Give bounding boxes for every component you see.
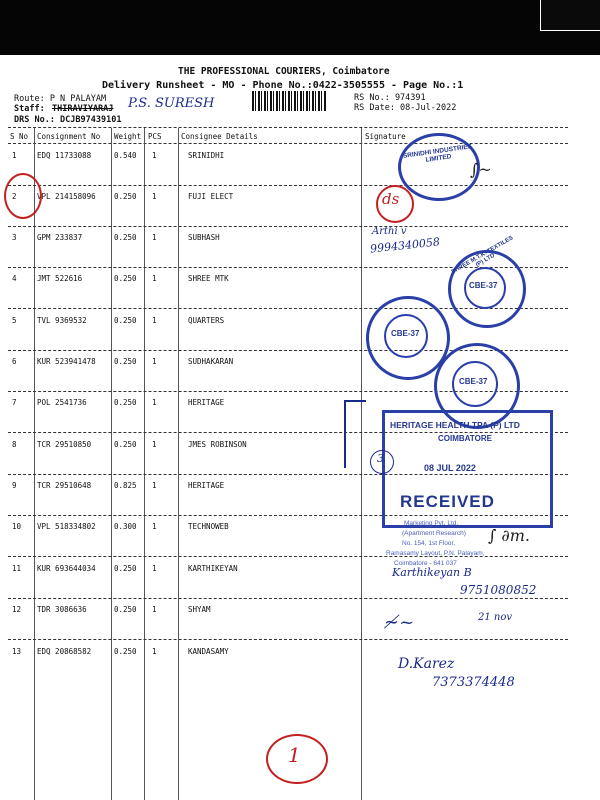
heritage-stamp-date: 08 JUL 2022 [424, 463, 476, 473]
row-consignee: SUBHASH [188, 233, 220, 242]
row-consignee: HERITAGE [188, 398, 225, 407]
bracket-mark [344, 400, 366, 468]
row3-phone: 9994340058 [369, 235, 441, 256]
mtk-stamp-center: CBE-37 [459, 377, 488, 386]
row12-note: 21 nov [478, 612, 513, 623]
row-pcs: 1 [152, 192, 157, 201]
mtk-stamp-center: CBE-37 [391, 329, 420, 338]
row-weight: 0.250 [114, 440, 137, 449]
row11-phone: 9751080852 [460, 583, 537, 597]
row-consignment: GPM 233837 [37, 233, 83, 242]
company-title: THE PROFESSIONAL COURIERS, Coimbatore [178, 66, 390, 77]
signature-row1: ∫~ [470, 160, 492, 179]
techno-stamp-line: (Apartment Research) [402, 530, 466, 537]
col-divider [178, 128, 179, 800]
row-consignee: SUDHAKARAN [188, 357, 234, 366]
row-pcs: 1 [152, 357, 157, 366]
row-pcs: 1 [152, 151, 157, 160]
col-divider [144, 128, 145, 800]
barcode [252, 91, 326, 111]
row-weight: 0.250 [114, 564, 137, 573]
techno-stamp-line: No. 154, 1st Floor, [402, 540, 456, 547]
row-sno: 10 [12, 522, 22, 531]
col-consignment-header: Consignment No [37, 132, 101, 141]
row-consignment: KUR 693644034 [37, 564, 96, 573]
row-sno: 3 [12, 233, 17, 242]
row-consignment: JMT 522616 [37, 274, 83, 283]
row-pcs: 1 [152, 522, 157, 531]
staff-value: THIRAVIYARAJ [52, 104, 114, 114]
scan-top-border [0, 0, 600, 55]
mtk-stamp-center: CBE-37 [469, 281, 498, 290]
col-sno-header: S No [10, 132, 29, 141]
heritage-stamp-line1: HERITAGE HEALTH TPA (P) LTD [390, 420, 520, 430]
col-divider [34, 128, 35, 800]
row-consignee: FUJI ELECT [188, 192, 234, 201]
heritage-stamp-line2: COIMBATORE [438, 434, 492, 443]
row-consignment: TCR 29510850 [37, 440, 92, 449]
row8-mark: 3 [377, 452, 384, 465]
row2-red-initials: ds [382, 190, 400, 208]
row-pcs: 1 [152, 233, 157, 242]
row-rule [8, 185, 568, 186]
mtk-stamp-text: SHREE M.T.K. TEXTILES (P) LTD [450, 235, 515, 276]
rs-date: RS Date: 08-Jul-2022 [354, 103, 457, 113]
col-signature-header: Signature [365, 132, 406, 141]
row-sno: 12 [12, 605, 22, 614]
row-weight: 0.250 [114, 316, 137, 325]
table-header-rule [8, 143, 568, 144]
row-sno: 2 [12, 192, 17, 201]
row-sno: 7 [12, 398, 17, 407]
row-consignee: KARTHIKEYAN [188, 564, 238, 573]
scan-notch [540, 0, 600, 31]
drs-number: DRS No.: DCJB97439101 [14, 115, 122, 125]
row-weight: 0.540 [114, 151, 137, 160]
row11-name: Karthikeyan B [392, 566, 472, 579]
row-weight: 0.300 [114, 522, 137, 531]
row-rule [8, 226, 568, 227]
row-pcs: 1 [152, 440, 157, 449]
row-consignee: TECHNOWEB [188, 522, 229, 531]
row-sno: 13 [12, 647, 22, 656]
row-consignment: VPL 518334802 [37, 522, 96, 531]
runsheet-subtitle: Delivery Runsheet - MO - Phone No.:0422-3505555 - Page No.:1 [102, 80, 464, 91]
row-consignee: SHREE MTK [188, 274, 229, 283]
col-consignee-header: Consignee Details [181, 132, 258, 141]
row-sno: 4 [12, 274, 17, 283]
row13-phone: 7373374448 [432, 675, 515, 690]
row-weight: 0.250 [114, 274, 137, 283]
row-rule [8, 639, 568, 640]
row-pcs: 1 [152, 605, 157, 614]
row-weight: 0.250 [114, 357, 137, 366]
row-rule [8, 598, 568, 599]
row-consignment: POL 2541736 [37, 398, 87, 407]
row-consignee: KANDASAMY [188, 647, 229, 656]
row-consignee: SRINIDHI [188, 151, 225, 160]
route-label: Route: P N PALAYAM [14, 94, 107, 104]
row-pcs: 1 [152, 564, 157, 573]
footer-red-mark: 1 [288, 743, 301, 767]
row-consignee: HERITAGE [188, 481, 225, 490]
row-pcs: 1 [152, 481, 157, 490]
row-consignment: TDR 3086636 [37, 605, 87, 614]
rs-number: RS No.: 974391 [354, 93, 426, 103]
row-consignment: TCR 29510648 [37, 481, 92, 490]
techno-stamp-line: Ramasamy Layout, P.N. Palayam, [386, 550, 485, 557]
row3-name: Arthi v [372, 226, 407, 237]
row13-name: D.Karez [398, 656, 455, 672]
row-sno: 6 [12, 357, 17, 366]
row-weight: 0.250 [114, 398, 137, 407]
row-consignment: TVL 9369532 [37, 316, 87, 325]
received-label: RECEIVED [400, 492, 495, 511]
row-pcs: 1 [152, 316, 157, 325]
row-weight: 0.250 [114, 192, 137, 201]
signature-row12: ≁~ [384, 612, 415, 633]
row-weight: 0.250 [114, 605, 137, 614]
row-sno: 8 [12, 440, 17, 449]
row-sno: 9 [12, 481, 17, 490]
col-divider [111, 128, 112, 800]
row-sno: 5 [12, 316, 17, 325]
row-weight: 0.825 [114, 481, 137, 490]
row-pcs: 1 [152, 398, 157, 407]
row-consignee: QUARTERS [188, 316, 225, 325]
row-consignment: KUR 523941478 [37, 357, 96, 366]
red-circle-mark [4, 173, 42, 219]
row-sno: 1 [12, 151, 17, 160]
col-pcs-header: PCS [148, 132, 162, 141]
row-weight: 0.250 [114, 647, 137, 656]
row-consignee: JMES ROBINSON [188, 440, 247, 449]
row-weight: 0.250 [114, 233, 137, 242]
row-consignment: VPL 214158096 [37, 192, 96, 201]
table-top-rule [8, 127, 568, 128]
row-consignment: EDQ 11733088 [37, 151, 92, 160]
row-pcs: 1 [152, 647, 157, 656]
row-consignment: EDQ 20868582 [37, 647, 92, 656]
row-pcs: 1 [152, 274, 157, 283]
techno-stamp-line: Coimbatore - 641 037 [394, 560, 457, 567]
srinidhi-stamp-text: SRINIDHI INDUSTRIES LIMITED [402, 143, 473, 164]
staff-handwritten: P.S. SURESH [128, 96, 215, 111]
signature-row10: ∫ ∂m. [488, 526, 530, 545]
techno-stamp-line: Marketing Pvt. Ltd. [404, 520, 459, 527]
staff-label: Staff: [14, 104, 45, 114]
col-weight-header: Weight [114, 132, 142, 141]
row-sno: 11 [12, 564, 22, 573]
row-consignee: SHYAM [188, 605, 211, 614]
